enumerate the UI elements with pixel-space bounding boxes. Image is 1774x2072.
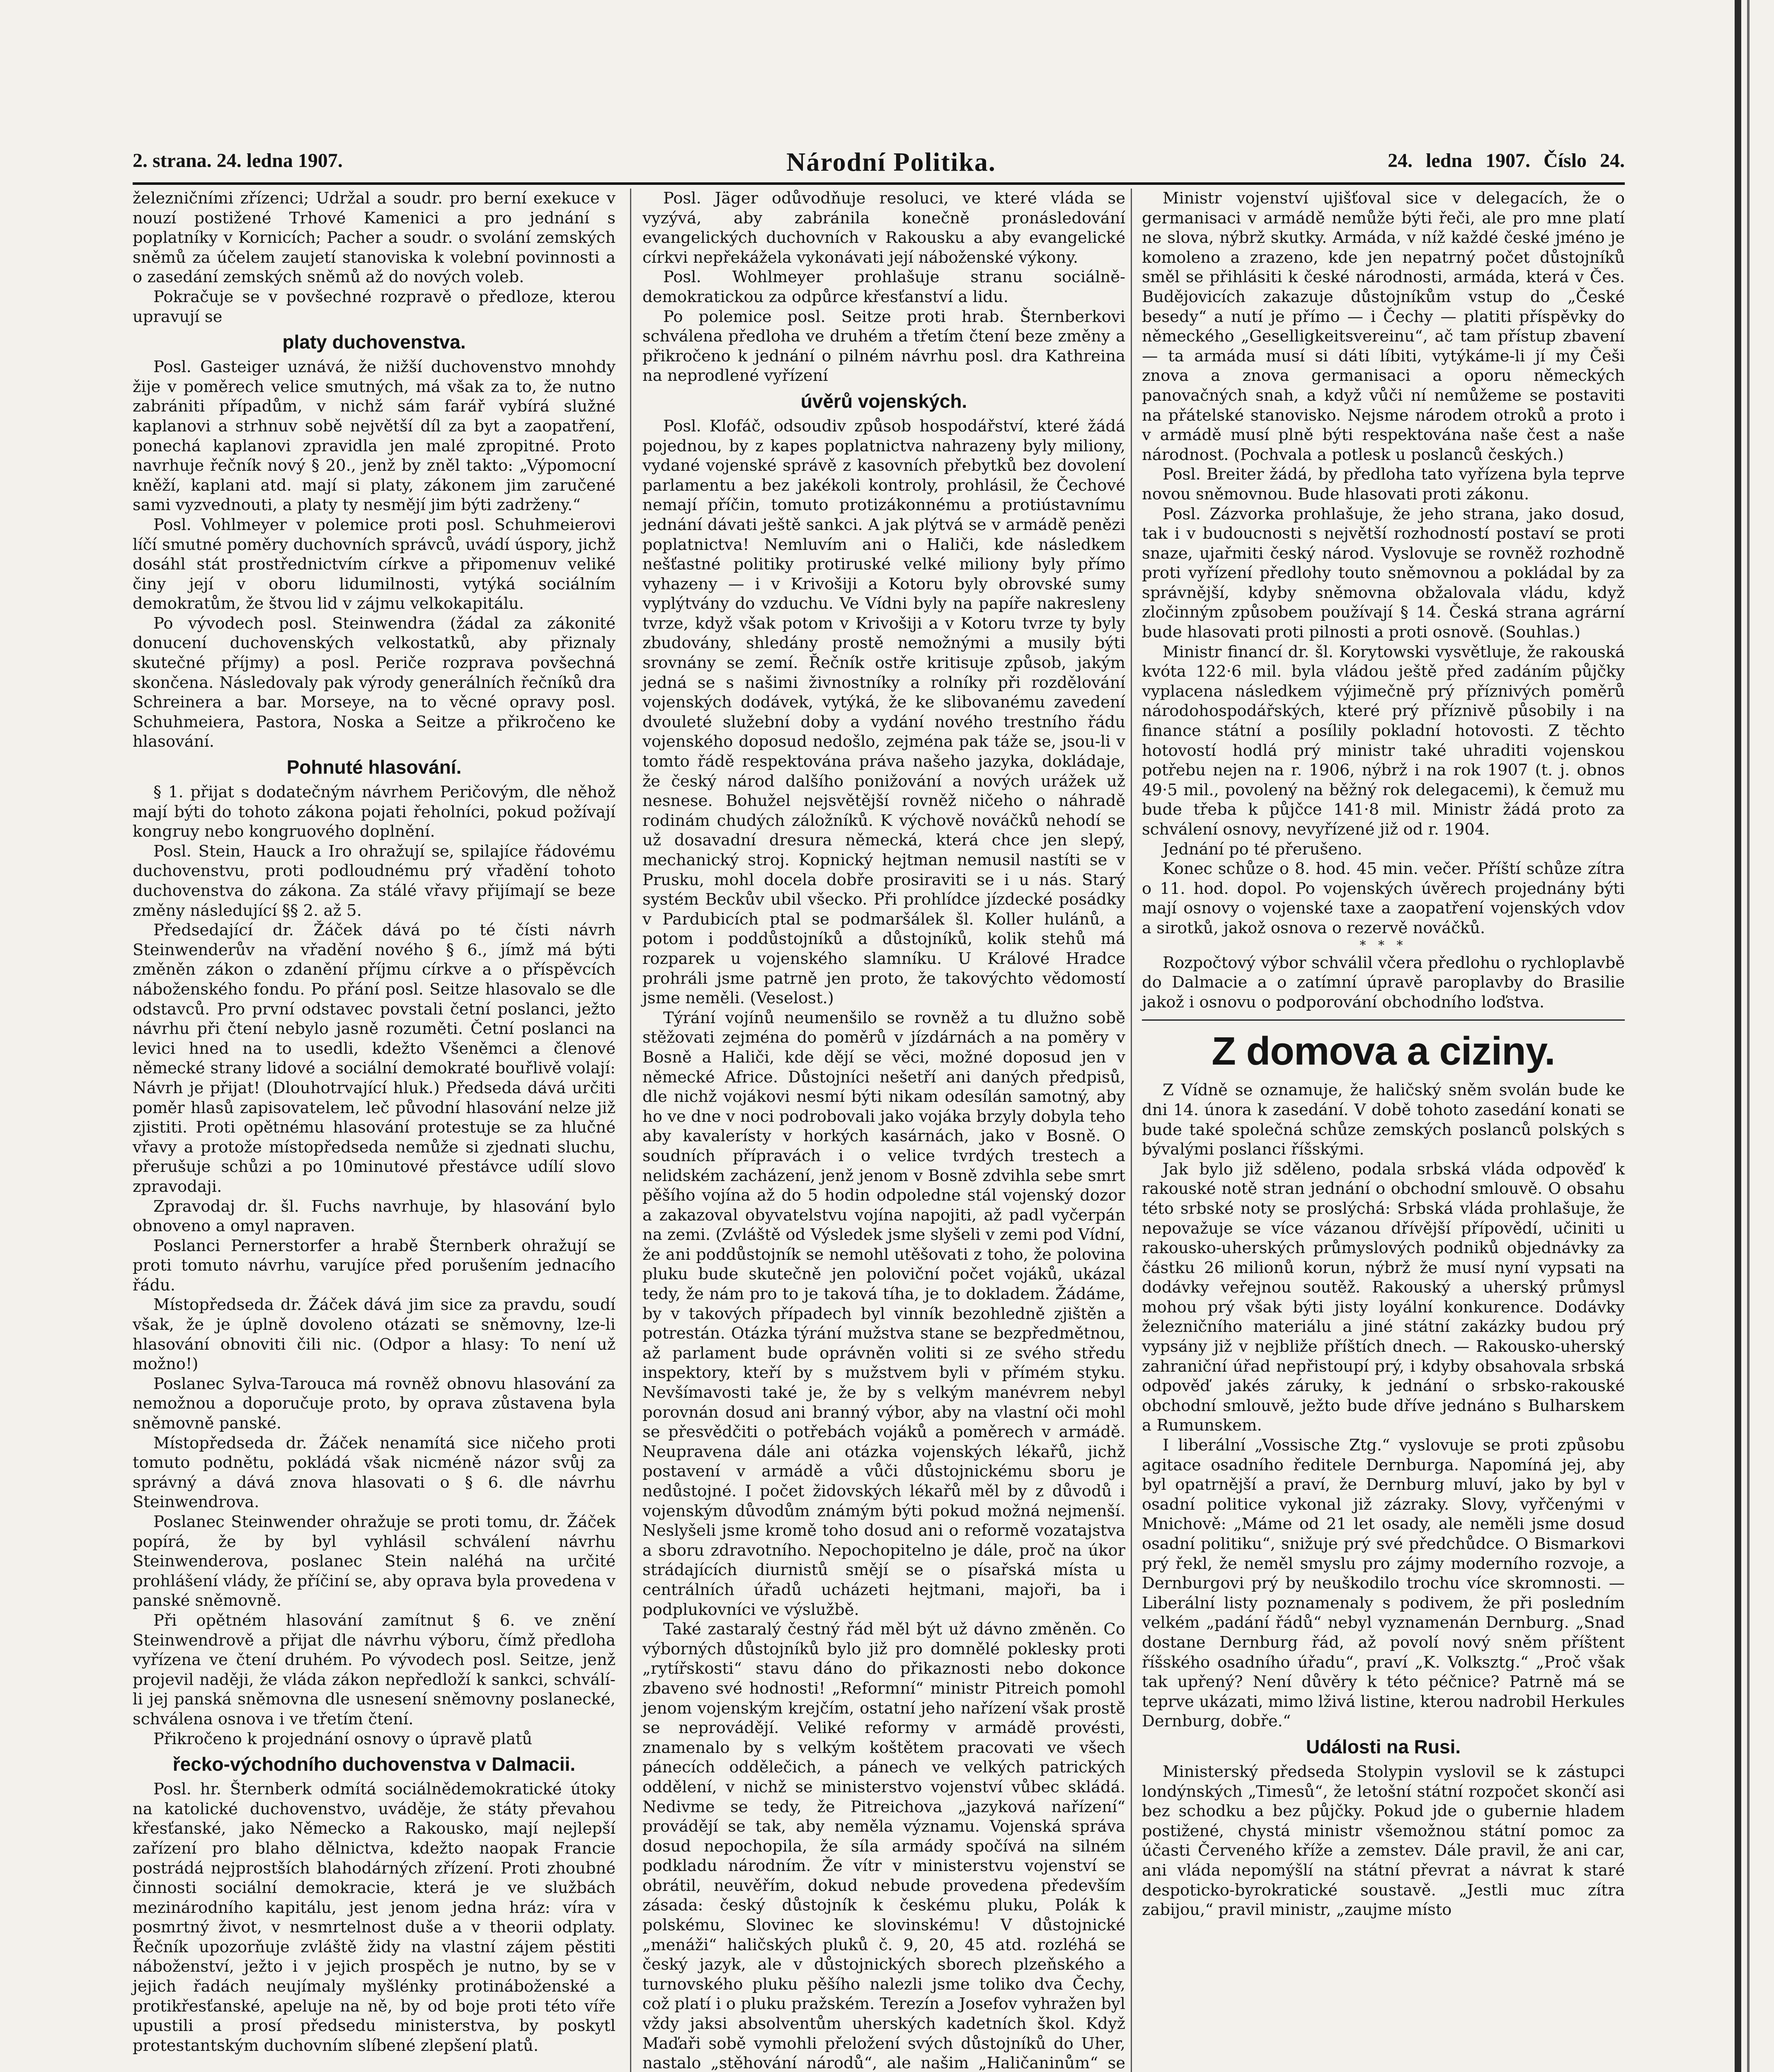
page-number-date: 2. strana. 24. ledna 1907.	[133, 150, 343, 172]
section-rule	[1142, 1019, 1625, 1021]
paragraph: Posl. Gasteiger uznává, že nižší duchovenstvo mnohdy žije v poměrech velice smutných, má však za to, že nutno zabrániti případům, v nichž sám farář vybírá služné kaplanovi a strhnuv sobě největší díl za byt a zaopatření, ponechá kaplanovi zpravidla jen malé zpropitné. Proto navrhuje řečník nový § 20., jenž by zněl takto: „Výpomocní kněží, kaplani atd. mají si platy, zákonem jim zaručené sami vyzvednouti, a platy ty nesmějí jim býti zadrženy.“	[133, 358, 616, 515]
paragraph: Po polemice posl. Seitze proti hrab. Šternberkovi schválena předloha ve druhém a třetím čtení beze změny a přikročeno k jednání o pilném návrhu posl. dra Kathreina na neprodlené vyřízení	[642, 307, 1125, 385]
paragraph: Konec schůze o 8. hod. 45 min. večer. Příští schůze zítra o 11. hod. dopol. Po vojenských úvěrech projednány býti mají osnovy o vojenské taxe a zaopatření vojenských vdov a sirotků, jakož osnova o rezervě nováčků.	[1142, 859, 1625, 937]
paragraph: Ministr financí dr. šl. Korytowski vysvětluje, že rakouská kvóta 122·6 mil. byla vládou ještě před zadáním půjčky vyplacena následkem výjimečně prý příznivých poměrů národohospodářských, které prý příznivě působily i na finance státní a posílily pokladní hotovosti. Z těchto hotovostí hodlá prý ministr také uhraditi vojenskou potřebu nejen na r. 1906, nýbrž i na rok 1907 (t. j. obnos 49·5 mil., povolený na běžný rok delegacemi), k čemuž mu bude třeba k půjčce 141·8 mil. Ministr žádá proto za schválení osnovy, nevyřízené již od r. 1904.	[1142, 642, 1625, 839]
paragraph: Z Vídně se oznamuje, že haličský sněm svolán bude ke dni 14. února k zasedání. V době tohoto zasedání konati se bude také společná schůze zemských poslanců polských s bývalými poslanci říšskými.	[1142, 1081, 1625, 1159]
paragraph: I liberální „Vossische Ztg.“ vyslovuje se proti způsobu agitace osadního ředitele Dernburga. Napomíná jej, aby byl opatrnější a praví, že Dernburg mluví, jako by byl v osadní politice vykonal již zázraky. Slovy, vyřčenými v Mnichově: „Máme od 21 let osady, ale neměli jsme dosud osadní politiku“, snižuje prý své předchůdce. O Bismarkovi prý řekl, že neměl smyslu pro zájmy moderního rozvoje, a Dernburgovi prý by neuškodilo trochu více skromnosti. — Liberální listy poznamenaly s podivem, že při posledním velkém „padání řádů“ nebyl vyznamenán Dernburg. „Snad dostane Dernburg řád, až povolí nový sněm příštent říšského osadního úřadu“, praví „K. Volksztg.“ „Proč však tak upřený? Není důvěry k této péčnice? Patrně má se teprve ukázati, mimo lživá listine, kterou nadrobil Herkules Dernburg, dobře.“	[1142, 1436, 1625, 1731]
paragraph: Posl. Breiter žádá, by předloha tato vyřízena byla teprve novou sněmovnou. Bude hlasovati proti zákonu.	[1142, 465, 1625, 503]
paragraph: Poslanci Pernerstorfer a hrabě Šternberk ohražují se proti tomuto návrhu, varujíce před porušením jednacího řádu.	[133, 1236, 616, 1295]
column-separator	[1131, 189, 1132, 2072]
paragraph: Poslanec Steinwender ohražuje se proti tomu, dr. Žáček popírá, že by byl vyhlásil schválení návrhu Steinwenderova, poslanec Stein naléhá na určité prohlášení vlády, že příčiní se, aby oprava byla provedena v panské sněmovně.	[133, 1513, 616, 1610]
newspaper-title: Národní Politika.	[786, 147, 996, 177]
section-heading: platy duchovenstva.	[282, 331, 466, 353]
section-heading: řecko-východního duchovenstva v Dalmacii.	[172, 1753, 576, 1775]
paragraph: Při opětném hlasování zamítnut § 6. ve znění Steinwendrově a přijat dle návrhu výboru, čímž předloha vyřízena ve čtení druhém. Po vývodech posl. Seitze, jenž projevil naději, že vláda zákon nepředloží k sankci, schválí-li jej panská sněmovna dle usnesení sněmovny poslanecké, schválena osnova i ve třetím čtení.	[133, 1611, 616, 1728]
paragraph: Po vývodech posl. Steinwendra (žádal za zákonité donucení duchovenských velkostatků, aby přiznaly skutečné příjmy) a posl. Periče rozprava povšechná skončena. Následovaly pak výrody generálních řečníků dra Schreinera a bar. Morseye, na to věcné opravy posl. Schuhmeiera, Pastora, Noska a Seitze a přikročeno ke hlasování.	[133, 614, 616, 751]
page-header	[133, 149, 1625, 182]
paragraph: Předsedající dr. Žáček dává po té čísti návrh Steinwenderův na vřadění nového § 6., jímž má býti změněn zákon o zdanění příjmu církve a o příspěvcích náboženského fondu. Po přání posl. Seitze hlasovalo se dle odstavců. Pro první odstavec povstali četní poslanci, ježto návrhu při čtení nebylo jasně rozuměti. Četní poslanci na levici hned na to usedli, kdežto Všeněmci a členové německé strany lidové a sociální demokraté bouřlivě volají: Návrh je přijat! (Dlouhotrvající hluk.) Předseda dává určiti poměr hlasů zapisovatelem, leč původní hlasování nelze již zjistiti. Proti opětnému hlasování protestuje se za hlučné vřavy a protože místopředseda nemůže si zjednati sluchu, přerušuje schůzi a po 10minutové přestávce udílí slovo zpravodaji.	[133, 921, 616, 1196]
issue-date-number: 24. ledna 1907. Číslo 24.	[1387, 150, 1625, 172]
paragraph: Posl. Wohlmeyer prohlašuje stranu sociálně-demokratickou za odpůrce křesťanství a lidu.	[642, 268, 1125, 306]
paragraph: Posl. Vohlmeyer v polemice proti posl. Schuhmeierovi líčí smutné poměry duchovních správců, uvádí úspory, jichž dosáhl stát prostřednictvím církve a připomenuv veliké činy její v oboru lidumilnosti, vytýká sociálním demokratům, že štvou lid v zájmu velkokapitálu.	[133, 515, 616, 613]
paragraph: Posl. Jäger odůvodňuje resoluci, ve které vláda se vyzývá, aby zabránila konečně pronásledování evangelických duchovních v Rakousku a aby evangelické církvi nepřekážela vykonávati její náboženské výkony.	[642, 189, 1125, 267]
paragraph: Ministerský předseda Stolypin vyslovil se k zástupci londýnských „Timesů“, že letošní státní rozpočet skončí asi bez schodku a bez půjčky. Pokud jde o gubernie hladem postižené, chystá ministr všemožnou státní pomoc za účasti Červeného kříže a zemstev. Dále pravil, že ani car, ani vláda nepomýšlí na státní převrat a návrat k staré despoticko-byrokratické soustavě. „Jestli muc zítra zabijou,“ pravil ministr, „zaujme místo	[1142, 1762, 1625, 1920]
paragraph: Rozpočtový výbor schválil včera předlohu o rychloplavbě do Dalmacie a o zatímní úpravě paroplavby do Brasilie jakož i osnovu o podporování obchodního loďstva.	[1142, 953, 1625, 1012]
header-rule	[133, 182, 1625, 185]
paragraph: Jednání po té přerušeno.	[1163, 840, 1362, 859]
paragraph: Také zastaralý čestný řád měl být už dávno změněn. Co výborných důstojníků bylo již pro domnělé poklesky proti „rytířskosti“ stavu dáno do přikaznosti nebo dokonce zbaveno své hodnosti! „Reformní“ ministr Pitreich pomohl jenom vojenským krejčím, ostatní jeho nařízení však prostě se neprovádějí. Veliké reformy v armádě provésti, znamenalo by s velkým koštětem pracovati ve všech pánecích oddělečich, a pánech ve velkých patrických oddělení, v nichž se ministerstvo vojenství vůbec skládá. Nedivme se tedy, že Pitreichova „jazyková nařízení“ provádějí se tak, aby neměla významu. Vojenská správa dosud nepochopila, že síla armády spočívá na silném podkladu národním. Že vítr v ministerstvu vojenství se obrátil, neuvěřím, dokud nebude provedena především zásada: český důstojník k českému pluku, Polák k polskému, Slovinec ke slovinskému! V důstojnické „menáži“ haličských pluků č. 9, 20, 45 atd. rozléhá se český jazyk, ale v důstojnických sborech plzeňského a turnovského pluku pěšího nalezli jsme toliko dva Čechy, což platí i o pluku pražském. Terezín a Josefov vyhražen byl vždy jaksi absolventům uherských kadetních škol. Když Maďaři sobě vymohli přeložení svých důstojníků do Uher, nastalo „stěhování národů“, ale našim „Haličaninům“ se	[642, 1620, 1125, 2072]
paragraph: Přikročeno k projednání osnovy o úpravě platů	[153, 1729, 533, 1748]
column-2	[642, 189, 1125, 2072]
paragraph: Posl. Zázvorka prohlašuje, že jeho strana, jako dosud, tak i v budoucnosti s největší rozhodností postaví se proti snaze, ujařmiti český národ. Vyslovuje se rovněž rozhodně proti vyřízení předlohy touto sněmovnou a pokládal by za správnější, kdyby sněmovna obžalovala vládu, když zločinným způsobem používají § 14. Česká strana agrární bude hlasovati proti pilnosti a proti osnově. (Souhlas.)	[1142, 504, 1625, 642]
paragraph: železničními zřízenci; Udržal a soudr. pro berní exekuce v nouzí postižené Trhové Kamenici a pro jednání s poplatníky v Kornicích; Pacher a soudr. o svolání zemských sněmů za účelem zaujetí stanoviska k volební povinnosti a o zasedání zemských sněmů až do nových voleb.	[133, 189, 616, 287]
section-heading: úvěrů vojenských.	[800, 390, 967, 412]
column-1	[133, 189, 616, 2055]
section-heading: Události na Rusi.	[1306, 1736, 1461, 1757]
paragraph: Místopředseda dr. Žáček dává jim sice za pravdu, soudí však, že je úplně dovoleno otázati se sněmovny, lze-li hlasování obnoviti čili nic. (Odpor a hlasy: To není už možno!)	[133, 1295, 616, 1374]
section-heading: Pohnuté hlasování.	[286, 756, 462, 778]
paragraph: Zpravodaj dr. šl. Fuchs navrhuje, by hlasování bylo obnoveno a omyl napraven.	[133, 1197, 616, 1236]
paragraph: Posl. Klofáč, odsoudiv způsob hospodářství, které žádá pojednou, by z kapes poplatnictva nahrazeny byly miliony, vydané vojenské správě z kasovních přebytků bez dovolení parlamentu a bez jakékoli kontroly, prohlásil, že Čechové nemají příčin, tomuto protizákonnému a protiústavnímu jednání dávati ještě sankci. A jak plýtvá se v armádě penězi poplatnictva! Nemluvím ani o Haliči, kde následkem nešťastné politiky protiruské velké miliony byly přímo vyhazeny — i v Krivošiji a Kotoru byly obrovské sumy vyplýtvány do vzduchu. Ve Vídni byly na papíře nakresleny tvrze, když však potom v Krivošiji a v Kotoru tvrze ty byly zbudovány, shledány prostě nemožnými a musily býti srovnány se zemí. Řečník ostře kritisuje způsob, jakým jedná se s našimi živnostníky a rolníky při rozdělování vojenských dodávek, vytýká, že ke slibovanému zavedení dvouleté služební doby a vydání nového trestního řádu vojenského doposud nedošlo, zejména pak táže se, jsou-li v tomto řádě respektována práva našeho jazyka, dokládaje, že český národ dalšího ponižování a nových urážek už nesnese. Bohužel nejsvětější rovněž ničeho o náhradě rodinám chudých záložníků. K výchově nováčků nehodí se už dosavadní dresura německá, která chce jen slepý, mechanický stroj. Kopnický hejtman nemusil nastíti se v Prusku, mohl docela dobře prosiraviti se i u nás. Starý systém Beckův ubil všecko. Při prohlídce jízdecké posádky v Pardubicích ptal se podmaršálek šl. Koller hulánů, a potom i poddůstojníků a důstojníků, kolik stehů má rozparek u vojenského slamníku. U Králové Hradce prohráli jsme patrně jen proto, že takovýchto vědomostí jsme neměli. (Veselost.)	[642, 416, 1125, 1008]
paragraph: Ministr vojenství ujišťoval sice v delegacích, že o germanisaci v armádě nemůže býti řeči, ale pro mne platí ne slova, nýbrž skutky. Armáda, v níž každé české jméno je komoleno a zrazeno, kde jen nepatrný počet důstojníků směl se přihlásiti k české národnosti, armáda, která v Čes. Budějovicích zakazuje důstojníkům vstup do „České besedy“ a nutí je přímo — i Čechy — platiti příspěvky do německého „Geselligkeitsvereinu“, ač tam přístup zbavení — ta armáda musí si dáti líbiti, vytýkáme-li jí my Češi znova a znova germanisaci a oporu německých panovačných snah, a když vůči ní nemůžeme se postaviti na přátelské stanovisko. Nejsme národem otroků a proto i v armádě musí plně býti respektována naše čest a naše národnost. (Pochvala a potlesk u poslanců českých.)	[1142, 189, 1625, 464]
paragraph: Místopředseda dr. Žáček nenamítá sice ničeho proti tomuto podnětu, pokládá však nicméně názor svůj za správný a dává znova hlasovati o § 6. dle návrhu Steinwendrova.	[133, 1433, 616, 1512]
paragraph: Týrání vojínů neumenšilo se rovněž a tu dlužno sobě stěžovati zejména do poměrů v jízdárnách a na poměry v Bosně a Haliči, kde dějí se věci, možné doposud jen v německé Africe. Důstojníci nešetří ani daných předpisů, dle nichž vojákovi nesmí býti nikam odesílán samotný, aby ho ve dne v noci podrobovali jako vojáka brzyly dobyla teho aby kavalerísty v horkých kasárnách, jako v Bosně. O soudních přípravách i o velice tvrdých trestech a nelidském zacházení, jenž jenom v Bosně zdvihla sebe smrt pěšího vojína až do 5 hodin odpoledne stál vojenský dozor a zakazoval obyvatelstvu vojína napojiti, až padl vyčerpán na zemi. (Zvláště od Výsledek jsme slyšeli v zemi pod Vídní, že ani poddůstojník se nemohl utěšovati z toho, že polovina pluku bude skutečně jen poloviční počet vojáků, ukázal tedy, že nám pro to je taková tíha, je to dokladem. Žádáme, by v takových případech byl vinník bezohledně zjištěn a potrestán. Otázka týrání mužstva stane se bezpředmětnou, až parlament bude oprávněn voliti si ze svého středu inspektory, kteří by s mužstvem byli v přímém styku. Nevšímavosti také je, že by s velkým manévrem nebyl porovnán dosud ani branný výbor, aby na vlastní oči mohl se přesvědčiti o potřebách vojáků a poměrech v armádě. Neupravena dále ani otázka vojenských lékařů, jichž postavení v armádě a vůči důstojnickému sboru je nedůstojné. I počet židovských lékařů měl by z důvodů i vojenským důvodům známým býti pokud možná nejmenší. Neslyšeli jsme kromě toho dosud ani o reformě vozatajstva a sboru zdravotního. Nepochopitelno je dále, proč na úkor strádajících diurnistů smějí se o písařská místa u centrálních úřadů ucházeti hejtmani, majoři, ba i podplukovníci ve výslužbě.	[642, 1008, 1125, 1619]
separator-dots: * * *	[1360, 938, 1407, 953]
paragraph: Poslanec Sylva-Tarouca má rovněž obnovu hlasování za nemožnou a doporučuje proto, by oprava zůstavena byla sněmovně panské.	[133, 1374, 616, 1433]
paragraph: § 1. přijat s dodatečným návrhem Peričovým, dle něhož mají býti do tohoto zákona pojati řeholníci, pokud požívají kongruy nebo kongruového doplnění.	[133, 783, 616, 841]
column-separator	[630, 189, 631, 2072]
paragraph: Pokračuje se v povšechné rozpravě o předloze, kterou upravují se	[133, 287, 616, 326]
scan-edge	[1735, 0, 1741, 2072]
column-3	[1142, 189, 1625, 1920]
paragraph: Jak bylo již sděleno, podala srbská vláda odpověď k rakouské notě stran jednání o obchodní smlouvě. O obsahu této srbské noty se proslýchá: Srbská vláda prohlašuje, že nepovažuje se více vázanou dřívější přípovědí, učiniti u rakousko-uherských průmyslových podniků objednávky za částku 26 milionů korun, nýbrž že musí nyní vypsati na dodávky veřejnou soutěž. Rakouský a uherský průmysl mohou prý však býti jisty loyální konkurence. Dodávky železničního materiálu a jiné státní zakázky budou prý vypsány již v nejbliže příštích dnech. — Rakousko-uherský zahraniční úřad nepřistoupí prý, i kdyby obsahovala srbská odpověď jakés záruky, k jednání o srbsko-rakouské obchodní smlouvě, ježto bude dříve jednáno s Bulharskem a Rumunskem.	[1142, 1159, 1625, 1435]
paragraph: Posl. Stein, Hauck a Iro ohražují se, spilajíce řádovému duchovenstvu, proti podloudnému prý vřadění tohoto duchovenstva do zákona. Za stálé vřavy přijímají se beze změny následující §§ 2. až 5.	[133, 842, 616, 920]
section-title: Z domova a ciziny.	[1212, 1029, 1555, 1074]
paragraph: Posl. hr. Šternberk odmítá sociálnědemokratické útoky na katolické duchovenstvo, uváděje, že státy převahou křesťanské, jako Německo a Rakousko, mají nejlepší zařízení pro blaho dělnictva, kdežto naopak Francie postrádá nejprostších blahodárných zřízení. Proti zhoubné činnosti sociální demokracie, která je ve službách mezinárodního kapitálu, jest jenom jedna hráz: víra v posmrtný život, v nesmrtelnost duše a v theorii odplaty. Řečník upozorňuje zvláště židy na vlastní zájem pěstiti náboženství, ježto i v jejich prospěch je nutno, by se v jejich řadách neujímaly myšlénky protináboženské a protikřesťanské, apeluje na ně, by od boje proti této víře upustili a prosí předsedu ministerstva, by poskytl protestantským duchovním slíbené zlepšení platů.	[133, 1780, 616, 2055]
scan-edge-line	[1747, 0, 1750, 2072]
